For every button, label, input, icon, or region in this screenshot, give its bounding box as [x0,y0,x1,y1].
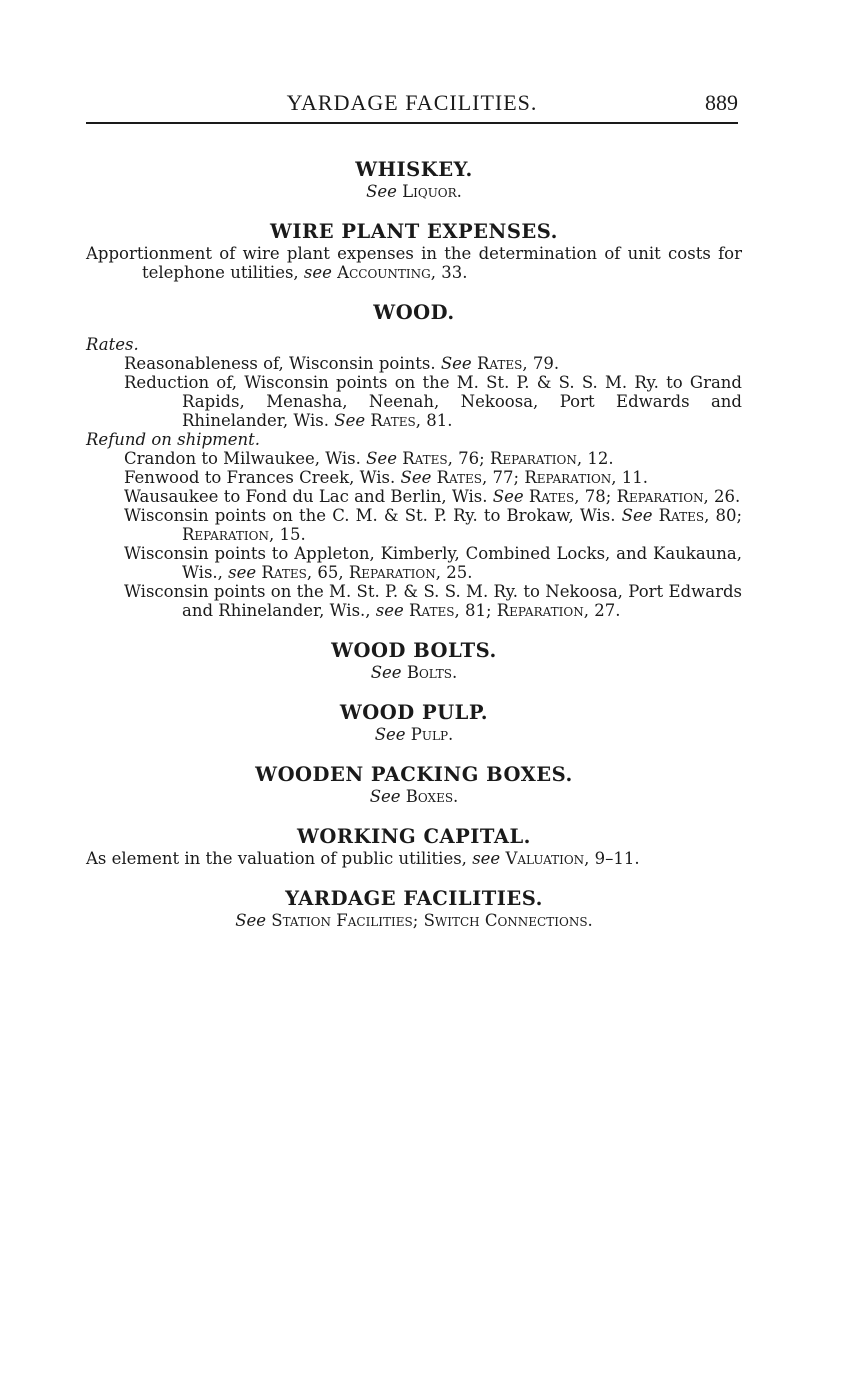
section-whiskey [86,158,742,201]
index-entry [86,849,742,868]
see-word: See [235,911,267,930]
see-word: see [303,263,332,282]
see-word: See [374,725,406,744]
subheading-rates: Rates. [86,335,139,354]
reference-target: Reparation [496,601,584,620]
cross-reference [86,663,742,682]
see-word: See [440,354,472,373]
section-heading: YARDAGE FACILITIES. [285,887,543,910]
reference-page: , 9–11. [584,849,640,868]
cross-reference [86,787,742,806]
section-wood-bolts [86,639,742,682]
section-heading: WOOD. [373,301,455,324]
list-item: Wisconsin points on the C. M. & St. P. Ry. to Brokaw, Wis. See Rates, 80; Reparation, 15. [124,506,742,544]
see-word: See [621,506,653,525]
reference-target: Rates [261,563,307,582]
reference-target: Switch Connections. [423,911,593,930]
see-word: See [492,487,524,506]
running-head [86,88,738,124]
see-word: See [334,411,366,430]
reference-target: Rates [436,468,483,487]
entry-text: Apportionment of wire plant expenses in the determination of unit costs for telephone utilities, [86,244,742,282]
reference-target: Reparation [489,449,577,468]
see-word: see [228,563,257,582]
reference-page: , 33. [430,263,468,282]
list-item: Reduction of, Wisconsin points on the M. St. P. & S. S. M. Ry. to Grand Rapids, Menasha, Neenah, Nekoosa, Port Edwards and Rhinelander, Wis. See Rates, 81. [124,373,742,430]
list-item: Wisconsin points to Appleton, Kimberly, Combined Locks, and Kaukauna, Wis., see Rates, 65, Reparation, 25. [124,544,742,582]
section-wooden-packing-boxes [86,763,742,806]
section-heading: WHISKEY. [355,158,473,181]
reference-target: Rates [528,487,575,506]
reference-target: Valuation [505,849,585,868]
reference-target: Pulp. [410,725,454,744]
reference-target: Rates [658,506,705,525]
cross-reference [86,725,742,744]
reference-target: Reparation [182,525,269,544]
entry-text: As element in the valuation of public utilities, [86,849,467,868]
reference-target: Boxes. [405,787,459,806]
reference-target: Rates [476,354,523,373]
see-word: see [375,601,404,620]
section-heading: WOOD BOLTS. [331,639,497,662]
section-working-capital [86,825,742,868]
running-head-title: YARDAGE FACILITIES. [286,90,538,115]
list-item: Wausaukee to Fond du Lac and Berlin, Wis. See Rates, 78; Reparation, 26. [124,487,741,506]
subheading-refund: Refund on shipment. [86,430,261,449]
section-heading: WOOD PULP. [339,701,489,724]
section-wire-plant-expenses [86,220,742,282]
list-item: Reasonableness of, Wisconsin points. See Rates, 79. [124,354,560,373]
section-wood-pulp [86,701,742,744]
section-heading: WIRE PLANT EXPENSES. [270,220,558,243]
section-heading: WOODEN PACKING BOXES. [255,763,573,786]
reference-target: Station Facilities [271,911,413,930]
reference-target: Reparation [524,468,612,487]
see-word: See [369,787,401,806]
page-number: 889 [705,90,738,115]
cross-reference [86,182,742,201]
see-word: See [366,449,397,468]
section-yardage-facilities [86,887,742,930]
section-heading: WORKING CAPITAL. [297,825,531,848]
see-word: see [472,849,501,868]
reference-target: Rates [370,411,416,430]
list-item: Wisconsin points on the M. St. P. & S. S. M. Ry. to Nekoosa, Port Edwards and Rhinelander, Wis., see Rates, 81; Reparation, 27. [124,582,742,620]
index-content [86,158,742,930]
reference-target: Reparation [616,487,704,506]
list-item: Fenwood to Frances Creek, Wis. See Rates, 77; Reparation, 11. [124,468,649,487]
reference-target: Accounting [337,263,431,282]
section-wood [86,301,742,620]
see-word: See [400,468,432,487]
reference-target: Bolts. [406,663,458,682]
index-entry [86,244,742,282]
see-word: See [366,182,397,201]
cross-reference: See Station Facilities; Switch Connections. [235,911,593,930]
reference-target: Reparation [348,563,436,582]
reference-target: Liquor. [402,182,462,201]
list-item: Crandon to Milwaukee, Wis. See Rates, 76; Reparation, 12. [124,449,614,468]
see-word: See [370,663,402,682]
reference-target: Rates [402,449,448,468]
reference-target: Rates [409,601,455,620]
